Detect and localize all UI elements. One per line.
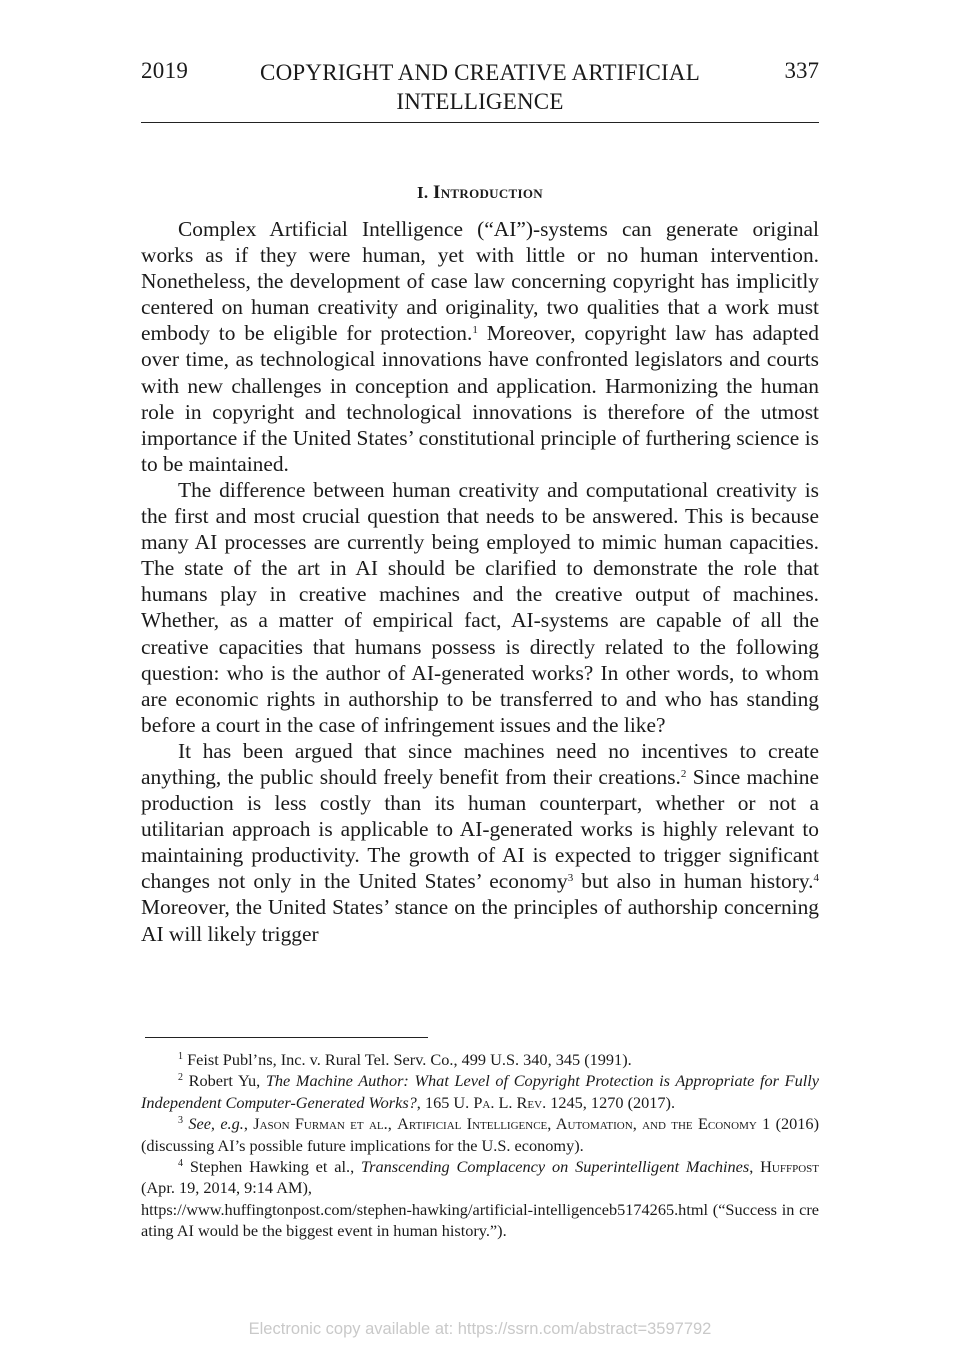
footnote-2	[141, 1070, 819, 1113]
running-title-line-1: COPYRIGHT AND CREATIVE ARTIFICIAL	[260, 60, 700, 85]
paragraph-3-text-d: Moreover, the United States’ stance on the principles of authorship concerning AI will likely trigger	[141, 895, 819, 946]
footnote-2-pages: 1245, 1270 (2017).	[546, 1092, 676, 1112]
footnote-4-parenthetical: (“Success in creating AI would be the biggest event in human history.”).	[141, 1199, 819, 1241]
footnote-4	[141, 1156, 819, 1199]
footnote-4-sep: ,	[749, 1157, 761, 1177]
footnote-3-signal: See, e.g.	[188, 1114, 244, 1134]
running-title	[231, 58, 729, 116]
footnote-2-article-title: The Machine Author: What Level of Copyright Protection is Appropriate for Fully Independent Computer-Generated Works?	[141, 1071, 819, 1112]
footnote-4-continued	[141, 1199, 819, 1242]
footnote-3-authors: Jason Furman et al.	[253, 1114, 388, 1134]
footnote-3-book-title: Artificial Intelligence, Automation, and the Economy	[397, 1114, 757, 1134]
paragraph-1-text-b: Moreover, copyright law has adapted over time, as technological innovations have confronted legislators and courts with new challenges in conception and application. Harmonizing the human role in copyright and technological innovations is therefore of the utmost importance if the United States’ constitutional principle of furthering science is to be maintained.	[141, 321, 819, 476]
footnote-number: 3	[178, 1115, 183, 1127]
footnote-3-sep-a: ,	[243, 1114, 254, 1134]
footnote-4-source: Huffpost	[760, 1157, 819, 1177]
footnote-number: 2	[178, 1072, 183, 1084]
ssrn-footer[interactable]: Electronic copy available at: https://ssrn.com/abstract=3597792	[248, 1320, 712, 1338]
footnote-4-date: (Apr. 19, 2014, 9:14 AM),	[141, 1178, 312, 1198]
footnote-4-article-title: Transcending Complacency on Superintelligent Machines	[361, 1157, 750, 1177]
running-title-line-2: INTELLIGENCE	[396, 89, 564, 114]
section-title: Introduction	[433, 182, 543, 203]
journal-year: 2019	[141, 58, 189, 83]
footnote-3-sep-b: ,	[387, 1114, 398, 1134]
footnote-separator	[145, 1037, 428, 1038]
footnote-number: 4	[178, 1158, 183, 1170]
paragraph-3-text-c: but also in human history.	[573, 869, 814, 894]
paragraph-1	[141, 216, 819, 477]
footnote-4-url[interactable]: https://www.huffingtonpost.com/stephen-hawking/artificial-intelligenceb5174265.html	[141, 1199, 709, 1219]
section-heading	[141, 182, 819, 204]
paragraph-3-text-a: It has been argued that since machines need no incentives to create anything, the public should freely benefit from their creations.	[141, 738, 819, 789]
footnote-2-volume: , 165 U.	[416, 1092, 474, 1112]
body-text	[141, 216, 819, 947]
paragraph-2: The difference between human creativity and computational creativity is the first and most crucial question that needs to be answered. This is because many AI processes are currently being employed to mimic human capacities. The state of the art in AI should be clarified to demonstrate the role that humans play in creative machines and the creative output of machines. Whether, as a matter of empirical fact, AI-systems are capable of all the creative capacities that humans possess is directly related to the following question: who is the author of AI-generated works? In other words, to whom are economic rights in authorship to be transferred to and who has standing before a court in the case of infringement issues and the like?	[141, 477, 819, 737]
footnote-2-journal: Pa. L. Rev.	[473, 1092, 547, 1112]
footnote-ref-3[interactable]: 3	[567, 872, 574, 885]
paragraph-3	[141, 738, 819, 947]
footnote-3-details: 1 (2016) (discussing AI’s possible future implications for the U.S. economy).	[141, 1114, 819, 1155]
paragraph-1-text-a: Complex Artificial Intelligence (“AI”)-systems can generate original works as if they were human, yet with little or no human intervention. Nonetheless, the development of case law concerning copyright has implicitly centered on human creativity and originality, two qualities that a work must embody to be eligible for protection.	[141, 217, 819, 346]
running-header	[141, 56, 819, 123]
page-number: 337	[784, 58, 819, 83]
footnote-ref-2[interactable]: 2	[680, 767, 687, 780]
footnote-4-authors: Stephen Hawking et al.,	[183, 1157, 362, 1177]
footnote-ref-1[interactable]: 1	[472, 324, 478, 337]
footnote-number: 1	[178, 1051, 183, 1062]
footnote-1-text: Feist Publ’ns, Inc. v. Rural Tel. Serv. Co., 499 U.S. 340, 345 (1991).	[183, 1050, 632, 1069]
paragraph-3-text-b: Since machine production is less costly than its human counterpart, whether or not a utilitarian approach is applicable to AI-generated works is highly relevant to maintaining productivity. The growth of AI is expected to trigger significant changes not only in the United States’ economy	[141, 764, 819, 894]
footnote-2-author: Robert Yu,	[183, 1071, 266, 1091]
footnotes	[141, 1049, 819, 1242]
section-number: I.	[417, 183, 429, 202]
footnote-1	[141, 1049, 819, 1070]
footnote-3	[141, 1113, 819, 1156]
footnote-ref-4[interactable]: 4	[813, 872, 819, 885]
